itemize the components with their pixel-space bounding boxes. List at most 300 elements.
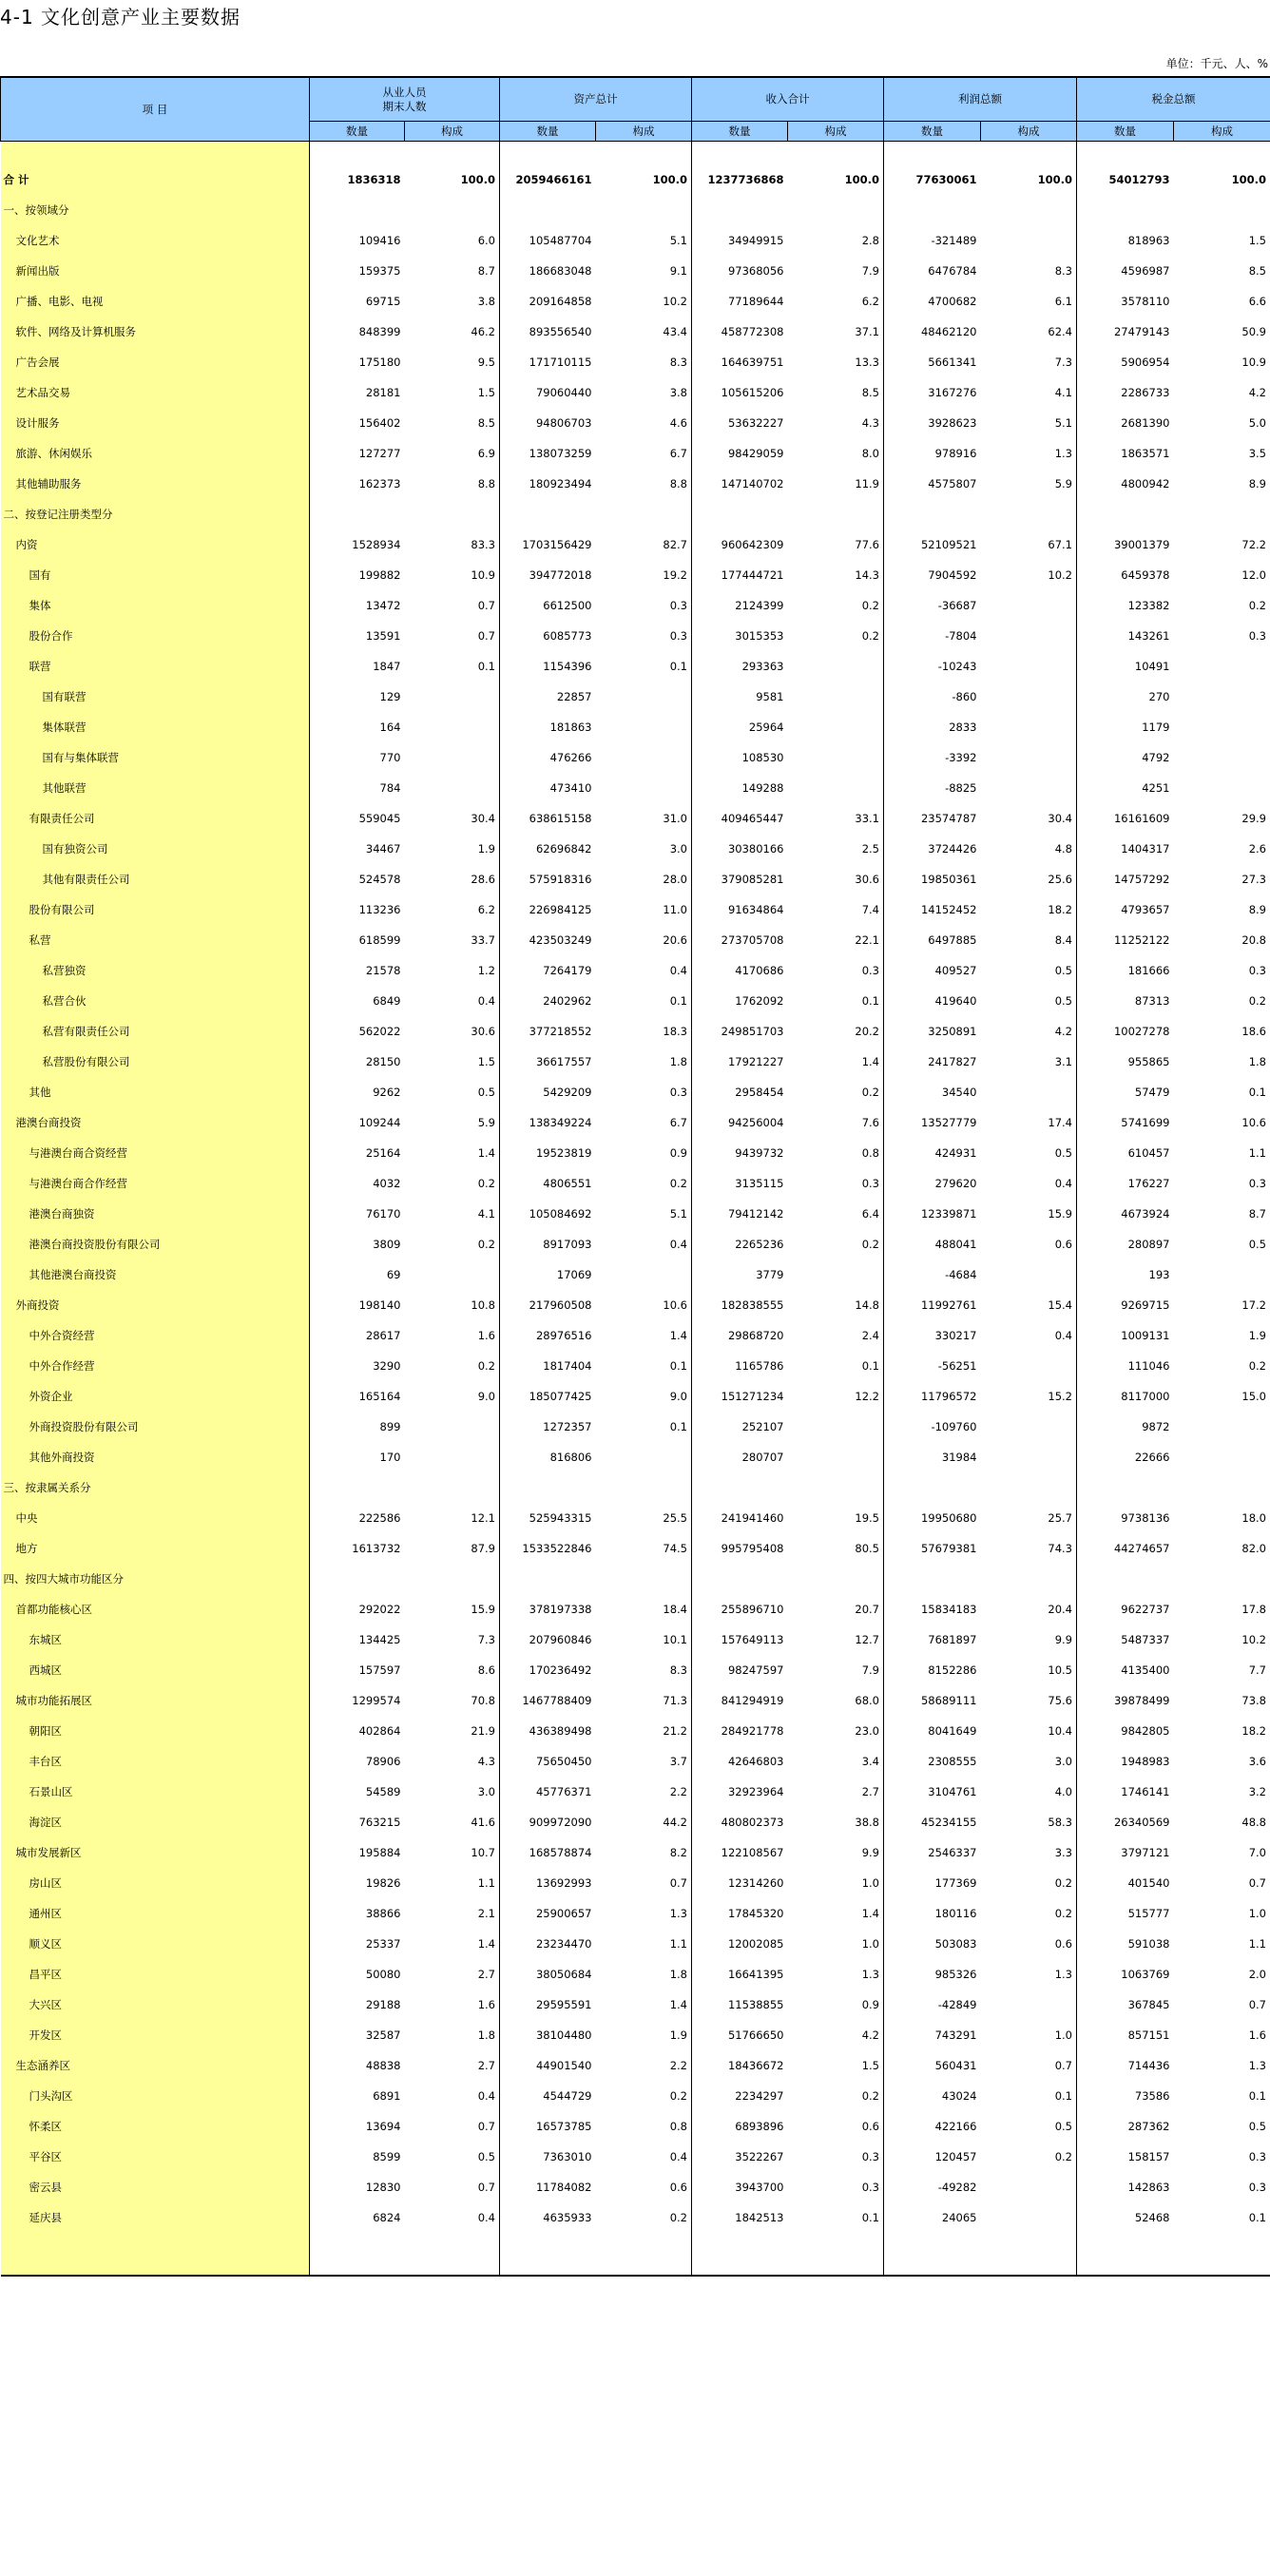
row-label: 广告会展 bbox=[1, 347, 310, 377]
share-cell: 1.1 bbox=[1174, 1138, 1270, 1168]
share-cell bbox=[981, 1442, 1077, 1472]
share-cell: 1.0 bbox=[1174, 1898, 1270, 1929]
table-row bbox=[1, 2081, 1270, 2111]
share-cell: 100.0 bbox=[405, 164, 500, 195]
quantity-cell: 770 bbox=[379, 751, 401, 764]
share-cell: 0.2 bbox=[981, 2142, 1077, 2172]
quantity-cell: 198140 bbox=[358, 1298, 401, 1312]
share-cell: 3.3 bbox=[981, 1837, 1077, 1868]
row-label: 国有联营 bbox=[1, 682, 310, 712]
share-cell bbox=[405, 742, 500, 773]
share-cell: 18.2 bbox=[981, 894, 1077, 925]
page-title: 4-1 文化创意产业主要数据 bbox=[0, 6, 241, 29]
quantity-cell: 284921778 bbox=[721, 1724, 784, 1738]
quantity-cell: 127277 bbox=[358, 447, 401, 460]
table-row bbox=[1, 1990, 1270, 2020]
share-cell: 8.9 bbox=[1174, 469, 1270, 499]
row-label: 文化艺术 bbox=[1, 225, 310, 256]
quantity-cell: 280707 bbox=[741, 1451, 784, 1464]
share-cell: 9.5 bbox=[405, 347, 500, 377]
table-row bbox=[1, 1898, 1270, 1929]
table-row bbox=[1, 1503, 1270, 1533]
share-cell bbox=[405, 712, 500, 742]
quantity-cell: 44274657 bbox=[1113, 1542, 1170, 1555]
share-cell: 1.9 bbox=[405, 834, 500, 864]
quantity-cell: 123382 bbox=[1127, 599, 1170, 612]
quantity-cell: 8917093 bbox=[543, 1238, 592, 1251]
quantity-cell: 12830 bbox=[365, 2181, 401, 2194]
quantity-cell: 39001379 bbox=[1113, 538, 1170, 551]
row-label: 石景山区 bbox=[1, 1777, 310, 1807]
spacer-cell bbox=[1, 2233, 310, 2276]
share-cell: 12.7 bbox=[788, 1624, 884, 1655]
quantity-cell bbox=[310, 195, 405, 225]
share-cell: 1.5 bbox=[405, 377, 500, 408]
quantity-cell: 97368056 bbox=[727, 264, 784, 278]
quantity-cell: 7681897 bbox=[928, 1633, 977, 1646]
quantity-cell: 76170 bbox=[365, 1207, 401, 1221]
quantity-cell: 899 bbox=[379, 1420, 401, 1433]
share-cell: 0.7 bbox=[405, 590, 500, 621]
quantity-cell: 9622737 bbox=[1121, 1603, 1170, 1616]
quantity-cell: 79412142 bbox=[727, 1207, 784, 1221]
quantity-cell: 422166 bbox=[934, 2120, 977, 2133]
header-item: 项 目 bbox=[1, 78, 310, 142]
row-label: 外资企业 bbox=[1, 1381, 310, 1412]
share-cell: 0.1 bbox=[981, 2081, 1077, 2111]
quantity-cell: 1237736868 bbox=[707, 173, 784, 186]
table-row bbox=[1, 621, 1270, 651]
quantity-cell: 8117000 bbox=[1121, 1390, 1170, 1403]
quantity-cell bbox=[500, 195, 596, 225]
quantity-cell: 1533522846 bbox=[522, 1542, 592, 1555]
share-cell: 7.3 bbox=[405, 1624, 500, 1655]
share-cell: 13.3 bbox=[788, 347, 884, 377]
share-cell bbox=[981, 1077, 1077, 1107]
share-cell: 27.3 bbox=[1174, 864, 1270, 894]
row-label: 大兴区 bbox=[1, 1990, 310, 2020]
quantity-cell: 105615206 bbox=[721, 386, 784, 399]
row-label: 港澳台商独资 bbox=[1, 1199, 310, 1229]
spacer-cell bbox=[788, 2233, 884, 2276]
table-row bbox=[1, 438, 1270, 469]
row-label: 股份合作 bbox=[1, 621, 310, 651]
quantity-cell: 2059466161 bbox=[515, 173, 592, 186]
row-label: 私营合伙 bbox=[1, 986, 310, 1016]
quantity-cell: 1009131 bbox=[1121, 1329, 1170, 1342]
quantity-cell: 816806 bbox=[549, 1451, 592, 1464]
share-cell: 1.4 bbox=[596, 1990, 692, 2020]
share-cell: 17.8 bbox=[1174, 1594, 1270, 1624]
table-row bbox=[1, 347, 1270, 377]
table-row bbox=[1, 773, 1270, 803]
quantity-cell: 226984125 bbox=[529, 903, 592, 916]
row-label: 四、按四大城市功能区分 bbox=[1, 1564, 310, 1594]
header-employees: 从业人员 期末人数 bbox=[310, 78, 500, 122]
share-cell bbox=[1174, 651, 1270, 682]
table-row bbox=[1, 1107, 1270, 1138]
quantity-cell: 39878499 bbox=[1113, 1694, 1170, 1707]
quantity-cell: 17069 bbox=[556, 1268, 592, 1281]
quantity-cell: 157649113 bbox=[721, 1633, 784, 1646]
quantity-cell: 176227 bbox=[1127, 1177, 1170, 1190]
table-row bbox=[1, 864, 1270, 894]
row-label: 首都功能核心区 bbox=[1, 1594, 310, 1624]
share-cell: 5.1 bbox=[981, 408, 1077, 438]
share-cell: 0.4 bbox=[596, 955, 692, 986]
share-cell: 71.3 bbox=[596, 1685, 692, 1716]
share-cell: 30.4 bbox=[981, 803, 1077, 834]
quantity-cell: 31984 bbox=[941, 1451, 977, 1464]
share-cell: 5.9 bbox=[405, 1107, 500, 1138]
row-label: 海淀区 bbox=[1, 1807, 310, 1837]
spacer-cell bbox=[1, 142, 310, 165]
quantity-cell: 105084692 bbox=[529, 1207, 592, 1221]
quantity-cell: 186683048 bbox=[529, 264, 592, 278]
share-cell: 0.3 bbox=[788, 2172, 884, 2202]
quantity-cell: 401540 bbox=[1127, 1876, 1170, 1890]
table-row bbox=[1, 1655, 1270, 1685]
quantity-cell: 78906 bbox=[365, 1755, 401, 1768]
quantity-cell: -36687 bbox=[937, 599, 977, 612]
spacer-cell bbox=[692, 2233, 788, 2276]
header-tax: 税金总额 bbox=[1077, 78, 1270, 122]
quantity-cell: 25164 bbox=[365, 1146, 401, 1160]
share-cell: 1.3 bbox=[981, 1959, 1077, 1990]
share-cell: 0.4 bbox=[981, 1168, 1077, 1199]
share-cell: 10.1 bbox=[596, 1624, 692, 1655]
share-cell: 15.9 bbox=[405, 1594, 500, 1624]
quantity-cell: 6497885 bbox=[928, 933, 977, 947]
table-row bbox=[1, 286, 1270, 317]
quantity-cell: 3797121 bbox=[1121, 1846, 1170, 1859]
quantity-cell: 34949915 bbox=[727, 234, 784, 247]
share-cell: 3.7 bbox=[596, 1746, 692, 1777]
quantity-cell: 279620 bbox=[934, 1177, 977, 1190]
share-cell: 9.0 bbox=[405, 1381, 500, 1412]
quantity-cell: 8152286 bbox=[928, 1663, 977, 1677]
quantity-cell: 11796572 bbox=[920, 1390, 977, 1403]
quantity-cell: 1467788409 bbox=[522, 1694, 592, 1707]
quantity-cell: 195884 bbox=[358, 1846, 401, 1859]
share-cell bbox=[1174, 195, 1270, 225]
share-cell: 5.1 bbox=[596, 225, 692, 256]
share-cell: 0.3 bbox=[596, 1077, 692, 1107]
share-cell: 0.6 bbox=[981, 1229, 1077, 1259]
quantity-cell: 848399 bbox=[358, 325, 401, 338]
quantity-cell: 162373 bbox=[358, 477, 401, 490]
share-cell: 8.3 bbox=[596, 347, 692, 377]
share-cell: 3.4 bbox=[788, 1746, 884, 1777]
quantity-cell: 14757292 bbox=[1113, 873, 1170, 886]
quantity-cell: 562022 bbox=[358, 1025, 401, 1038]
quantity-cell: 1842513 bbox=[735, 2211, 784, 2224]
share-cell bbox=[981, 1351, 1077, 1381]
share-cell: 73.8 bbox=[1174, 1685, 1270, 1716]
share-cell: 0.7 bbox=[405, 2111, 500, 2142]
share-cell bbox=[596, 195, 692, 225]
quantity-cell: 12339871 bbox=[920, 1207, 977, 1221]
quantity-cell: 1404317 bbox=[1121, 842, 1170, 855]
quantity-cell: 164 bbox=[379, 721, 401, 734]
share-cell: 1.1 bbox=[405, 1868, 500, 1898]
quantity-cell: 143261 bbox=[1127, 629, 1170, 643]
share-cell: 74.3 bbox=[981, 1533, 1077, 1564]
quantity-cell: 7363010 bbox=[543, 2150, 592, 2163]
quantity-cell: 955865 bbox=[1127, 1055, 1170, 1068]
quantity-cell: 22666 bbox=[1134, 1451, 1170, 1464]
table-row bbox=[1, 651, 1270, 682]
share-cell bbox=[788, 195, 884, 225]
share-cell: 2.5 bbox=[788, 834, 884, 864]
quantity-cell: 2286733 bbox=[1121, 386, 1170, 399]
share-cell bbox=[1174, 1259, 1270, 1290]
share-cell: 8.7 bbox=[405, 256, 500, 286]
quantity-cell: 985326 bbox=[934, 1968, 977, 1981]
share-cell: 3.2 bbox=[1174, 1777, 1270, 1807]
share-cell: 87.9 bbox=[405, 1533, 500, 1564]
table-row bbox=[1, 408, 1270, 438]
row-label: 新闻出版 bbox=[1, 256, 310, 286]
quantity-cell: 525943315 bbox=[529, 1511, 592, 1525]
quantity-cell: 6824 bbox=[373, 2211, 401, 2224]
quantity-cell: 9439732 bbox=[735, 1146, 784, 1160]
share-cell: 0.2 bbox=[788, 590, 884, 621]
quantity-cell: 19950680 bbox=[920, 1511, 977, 1525]
row-label: 顺义区 bbox=[1, 1929, 310, 1959]
quantity-cell: 378197338 bbox=[529, 1603, 592, 1616]
table-row bbox=[1, 256, 1270, 286]
quantity-cell: 9581 bbox=[756, 690, 784, 703]
share-cell: 11.0 bbox=[596, 894, 692, 925]
quantity-cell: 575918316 bbox=[529, 873, 592, 886]
row-label: 怀柔区 bbox=[1, 2111, 310, 2142]
spacer-cell bbox=[310, 2233, 405, 2276]
row-label: 中央 bbox=[1, 1503, 310, 1533]
share-cell: 0.2 bbox=[1174, 590, 1270, 621]
share-cell: 4.8 bbox=[981, 834, 1077, 864]
quantity-cell: 3724426 bbox=[928, 842, 977, 855]
table-row bbox=[1, 1472, 1270, 1503]
quantity-cell: 149288 bbox=[741, 781, 784, 795]
table-row bbox=[1, 803, 1270, 834]
share-cell bbox=[788, 651, 884, 682]
row-label: 私营有限责任公司 bbox=[1, 1016, 310, 1047]
quantity-cell: 25964 bbox=[748, 721, 784, 734]
quantity-cell bbox=[692, 195, 788, 225]
quantity-cell: 52468 bbox=[1134, 2211, 1170, 2224]
share-cell: 0.6 bbox=[788, 2111, 884, 2142]
row-label: 生态涵养区 bbox=[1, 2050, 310, 2081]
quantity-cell: 255896710 bbox=[721, 1603, 784, 1616]
share-cell: 67.1 bbox=[981, 529, 1077, 560]
share-cell: 100.0 bbox=[596, 164, 692, 195]
share-cell: 20.6 bbox=[596, 925, 692, 955]
quantity-cell: 25900657 bbox=[535, 1907, 592, 1920]
table-row bbox=[1, 1412, 1270, 1442]
share-cell: 0.3 bbox=[788, 1168, 884, 1199]
share-cell: 18.3 bbox=[596, 1016, 692, 1047]
share-cell: 30.6 bbox=[788, 864, 884, 894]
quantity-cell: 57679381 bbox=[920, 1542, 977, 1555]
quantity-cell: 207960846 bbox=[529, 1633, 592, 1646]
total-row bbox=[1, 164, 1270, 195]
share-cell bbox=[788, 1412, 884, 1442]
share-cell: 2.7 bbox=[788, 1777, 884, 1807]
quantity-cell: 4700682 bbox=[928, 295, 977, 308]
spacer-cell bbox=[500, 2233, 596, 2276]
share-cell: 8.3 bbox=[981, 256, 1077, 286]
quantity-cell: -56251 bbox=[937, 1359, 977, 1373]
share-cell: 10.2 bbox=[1174, 1624, 1270, 1655]
share-cell: 8.4 bbox=[981, 925, 1077, 955]
share-cell: 50.9 bbox=[1174, 317, 1270, 347]
share-cell: 0.6 bbox=[981, 1929, 1077, 1959]
quantity-cell bbox=[1077, 195, 1174, 225]
quantity-cell: 2833 bbox=[949, 721, 977, 734]
share-cell: 0.7 bbox=[981, 2050, 1077, 2081]
share-cell: 7.6 bbox=[788, 1107, 884, 1138]
quantity-cell: 9872 bbox=[1142, 1420, 1170, 1433]
row-label: 其他有限责任公司 bbox=[1, 864, 310, 894]
share-cell: 100.0 bbox=[1174, 164, 1270, 195]
share-cell: 0.5 bbox=[981, 986, 1077, 1016]
share-cell bbox=[981, 712, 1077, 742]
share-cell: 0.2 bbox=[1174, 1351, 1270, 1381]
share-cell bbox=[981, 1564, 1077, 1594]
row-label: 外商投资股份有限公司 bbox=[1, 1412, 310, 1442]
share-cell: 0.6 bbox=[596, 2172, 692, 2202]
share-cell bbox=[1174, 1442, 1270, 1472]
quantity-cell: 109416 bbox=[358, 234, 401, 247]
quantity-cell bbox=[500, 1472, 596, 1503]
share-cell: 8.8 bbox=[596, 469, 692, 499]
table-row bbox=[1, 1138, 1270, 1168]
share-cell: 8.9 bbox=[1174, 894, 1270, 925]
quantity-cell bbox=[884, 195, 981, 225]
share-cell: 0.5 bbox=[405, 1077, 500, 1107]
row-label: 一、按领域分 bbox=[1, 195, 310, 225]
quantity-cell: 3943700 bbox=[735, 2181, 784, 2194]
row-label: 其他联营 bbox=[1, 773, 310, 803]
quantity-cell: 330217 bbox=[934, 1329, 977, 1342]
quantity-cell: 2308555 bbox=[928, 1755, 977, 1768]
share-cell bbox=[1174, 682, 1270, 712]
quantity-cell: 105487704 bbox=[529, 234, 592, 247]
quantity-cell: -42849 bbox=[937, 1998, 977, 2011]
share-cell: 58.3 bbox=[981, 1807, 1077, 1837]
quantity-cell: 6849 bbox=[373, 994, 401, 1008]
quantity-cell bbox=[1077, 499, 1174, 529]
quantity-cell bbox=[692, 499, 788, 529]
table-row bbox=[1, 2172, 1270, 2202]
row-label: 艺术品交易 bbox=[1, 377, 310, 408]
quantity-cell: 51766650 bbox=[727, 2028, 784, 2042]
quantity-cell: 175180 bbox=[358, 356, 401, 369]
quantity-cell: 763215 bbox=[358, 1816, 401, 1829]
quantity-cell: 73586 bbox=[1134, 2089, 1170, 2103]
share-cell: 1.8 bbox=[596, 1047, 692, 1077]
share-cell bbox=[788, 1564, 884, 1594]
quantity-cell: 2402962 bbox=[543, 994, 592, 1008]
share-cell: 3.1 bbox=[981, 1047, 1077, 1077]
quantity-cell: 3522267 bbox=[735, 2150, 784, 2163]
share-cell: 9.9 bbox=[981, 1624, 1077, 1655]
table-row bbox=[1, 1199, 1270, 1229]
quantity-cell: 273705708 bbox=[721, 933, 784, 947]
share-cell: 0.5 bbox=[981, 1138, 1077, 1168]
quantity-cell: 69715 bbox=[365, 295, 401, 308]
quantity-cell: 488041 bbox=[934, 1238, 977, 1251]
share-cell: 3.5 bbox=[1174, 438, 1270, 469]
row-label: 私营 bbox=[1, 925, 310, 955]
share-cell: 37.1 bbox=[788, 317, 884, 347]
share-cell bbox=[1174, 742, 1270, 773]
table-row bbox=[1, 590, 1270, 621]
quantity-cell bbox=[692, 1472, 788, 1503]
share-cell bbox=[981, 2172, 1077, 2202]
quantity-cell: 10027278 bbox=[1113, 1025, 1170, 1038]
quantity-cell: 2958454 bbox=[735, 1086, 784, 1099]
share-cell: 6.1 bbox=[981, 286, 1077, 317]
data-table bbox=[0, 77, 1270, 2277]
share-cell bbox=[788, 1442, 884, 1472]
quantity-cell: 48462120 bbox=[920, 325, 977, 338]
share-cell: 1.2 bbox=[405, 955, 500, 986]
share-cell: 1.6 bbox=[405, 1990, 500, 2020]
table-row bbox=[1, 1047, 1270, 1077]
row-label: 房山区 bbox=[1, 1868, 310, 1898]
share-cell: 0.7 bbox=[1174, 1990, 1270, 2020]
share-cell bbox=[405, 1442, 500, 1472]
share-cell: 4.1 bbox=[981, 377, 1077, 408]
share-cell bbox=[981, 1259, 1077, 1290]
quantity-cell: 138073259 bbox=[529, 447, 592, 460]
quantity-cell: 2546337 bbox=[928, 1846, 977, 1859]
share-cell: 10.9 bbox=[1174, 347, 1270, 377]
quantity-cell: 8599 bbox=[373, 2150, 401, 2163]
share-cell: 9.9 bbox=[788, 1837, 884, 1868]
share-cell: 12.2 bbox=[788, 1381, 884, 1412]
share-cell bbox=[596, 1564, 692, 1594]
share-cell: 5.1 bbox=[596, 1199, 692, 1229]
share-cell: 14.8 bbox=[788, 1290, 884, 1320]
quantity-cell: 158157 bbox=[1127, 2150, 1170, 2163]
quantity-cell: 13472 bbox=[365, 599, 401, 612]
row-label: 昌平区 bbox=[1, 1959, 310, 1990]
share-cell: 33.7 bbox=[405, 925, 500, 955]
quantity-cell: 857151 bbox=[1127, 2028, 1170, 2042]
share-cell bbox=[1174, 1472, 1270, 1503]
quantity-cell: 53632227 bbox=[727, 416, 784, 430]
share-cell: 0.3 bbox=[596, 621, 692, 651]
header-assets: 资产总计 bbox=[500, 78, 692, 122]
quantity-cell: 22857 bbox=[556, 690, 592, 703]
share-cell bbox=[405, 195, 500, 225]
share-cell: 0.1 bbox=[1174, 2081, 1270, 2111]
quantity-cell: 87313 bbox=[1134, 994, 1170, 1008]
share-cell: 6.2 bbox=[788, 286, 884, 317]
share-cell: 7.9 bbox=[788, 256, 884, 286]
share-cell: 2.0 bbox=[1174, 1959, 1270, 1990]
quantity-cell: 54012793 bbox=[1108, 173, 1170, 186]
subheader-quantity: 数量 bbox=[692, 122, 788, 142]
quantity-cell: 45234155 bbox=[920, 1816, 977, 1829]
quantity-cell: 98247597 bbox=[727, 1663, 784, 1677]
quantity-cell: 960642309 bbox=[721, 538, 784, 551]
quantity-cell: 57479 bbox=[1134, 1086, 1170, 1099]
table-row bbox=[1, 225, 1270, 256]
